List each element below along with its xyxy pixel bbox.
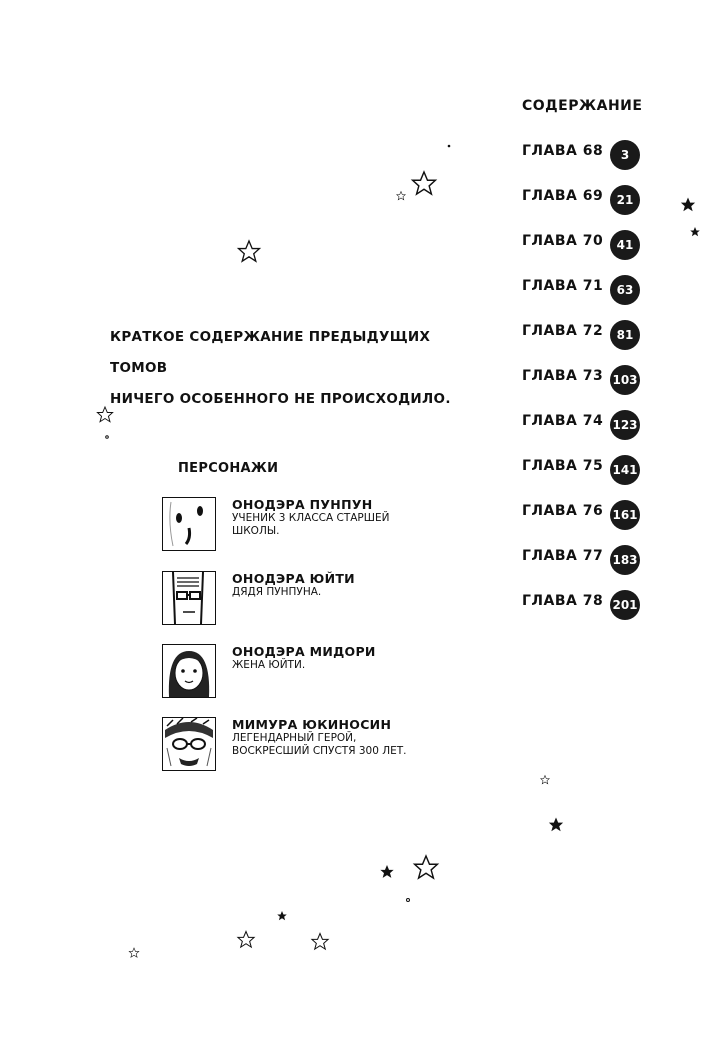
toc-item[interactable]: [522, 586, 652, 631]
star-filled-icon: [549, 818, 563, 832]
toc-chapter-label: ГЛАВА 70: [522, 233, 604, 249]
toc-chapter-label: ГЛАВА 71: [522, 278, 604, 294]
toc-page-badge: 81: [610, 320, 640, 350]
yukinoshin-portrait: [162, 717, 216, 771]
toc-page-badge: 21: [610, 185, 640, 215]
character-name: ОНОДЭРА МИДОРИ: [232, 644, 376, 659]
toc-chapter-label: ГЛАВА 72: [522, 323, 604, 339]
toc-page-badge: 103: [610, 365, 640, 395]
toc-item[interactable]: [522, 181, 652, 226]
toc-chapter-label: ГЛАВА 77: [522, 548, 604, 564]
toc-chapter-label: ГЛАВА 73: [522, 368, 604, 384]
character-entry: [162, 644, 462, 702]
character-name: МИМУРА ЮКИНОСИН: [232, 717, 392, 732]
toc-item[interactable]: [522, 406, 652, 451]
yuichi-portrait: [162, 571, 216, 625]
toc-page-badge: 201: [610, 590, 640, 620]
star-outline-icon: [541, 776, 550, 784]
toc-item[interactable]: [522, 226, 652, 271]
star-filled-icon: [277, 911, 287, 920]
punpun-portrait: [162, 497, 216, 551]
character-entry: [162, 497, 462, 555]
toc-page-badge: 123: [610, 410, 640, 440]
summary-block: [110, 322, 490, 415]
toc-item[interactable]: [522, 496, 652, 541]
star-outline-icon: [129, 948, 139, 957]
star-filled-icon: [380, 865, 393, 878]
character-name: ОНОДЭРА ПУНПУН: [232, 497, 373, 512]
toc-chapter-label: ГЛАВА 78: [522, 593, 604, 609]
star-outline-icon: [415, 856, 438, 878]
character-entry: [162, 717, 462, 775]
toc-page-badge: 3: [610, 140, 640, 170]
toc-page-badge: 141: [610, 455, 640, 485]
toc-page-badge: 63: [610, 275, 640, 305]
star-outline-icon: [238, 932, 254, 948]
summary-text: НИЧЕГО ОСОБЕННОГО НЕ ПРОИСХОДИЛО.: [110, 391, 451, 407]
character-description: УЧЕНИК 3 КЛАССА СТАРШЕЙ ШКОЛЫ.: [232, 512, 390, 537]
toc-list: [522, 136, 652, 631]
character-description: ЛЕГЕНДАРНЫЙ ГЕРОЙ, ВОСКРЕСШИЙ СПУСТЯ 300 ЛЕТ.: [232, 732, 407, 757]
toc-chapter-label: ГЛАВА 74: [522, 413, 604, 429]
star-outline-icon: [239, 241, 260, 261]
toc-item[interactable]: [522, 361, 652, 406]
character-description: ЖЕНА ЮЙТИ.: [232, 659, 306, 671]
summary-title: КРАТКОЕ СОДЕРЖАНИЕ ПРЕДЫДУЩИХ ТОМОВ: [110, 329, 431, 376]
toc-item[interactable]: [522, 271, 652, 316]
toc-item[interactable]: [522, 541, 652, 586]
toc-chapter-label: ГЛАВА 68: [522, 143, 604, 159]
star-filled-icon: [690, 227, 700, 236]
star-filled-icon: [681, 198, 695, 212]
character-description: ДЯДЯ ПУНПУНА.: [232, 586, 322, 598]
toc-item[interactable]: [522, 451, 652, 496]
toc-item[interactable]: [522, 316, 652, 361]
character-name: ОНОДЭРА ЮЙТИ: [232, 571, 355, 586]
star-outline-icon: [397, 192, 406, 200]
toc-page-badge: 161: [610, 500, 640, 530]
toc-item[interactable]: [522, 136, 652, 181]
toc-page-badge: 41: [610, 230, 640, 260]
star-outline-icon: [413, 172, 436, 194]
toc-title: СОДЕРЖАНИЕ: [522, 98, 643, 114]
toc-chapter-label: ГЛАВА 69: [522, 188, 604, 204]
toc-chapter-label: ГЛАВА 76: [522, 503, 604, 519]
toc-chapter-label: ГЛАВА 75: [522, 458, 604, 474]
toc-page-badge: 183: [610, 545, 640, 575]
midori-portrait: [162, 644, 216, 698]
star-outline-icon: [312, 934, 328, 950]
characters-title: ПЕРСОНАЖИ: [178, 461, 279, 476]
character-entry: [162, 571, 462, 629]
